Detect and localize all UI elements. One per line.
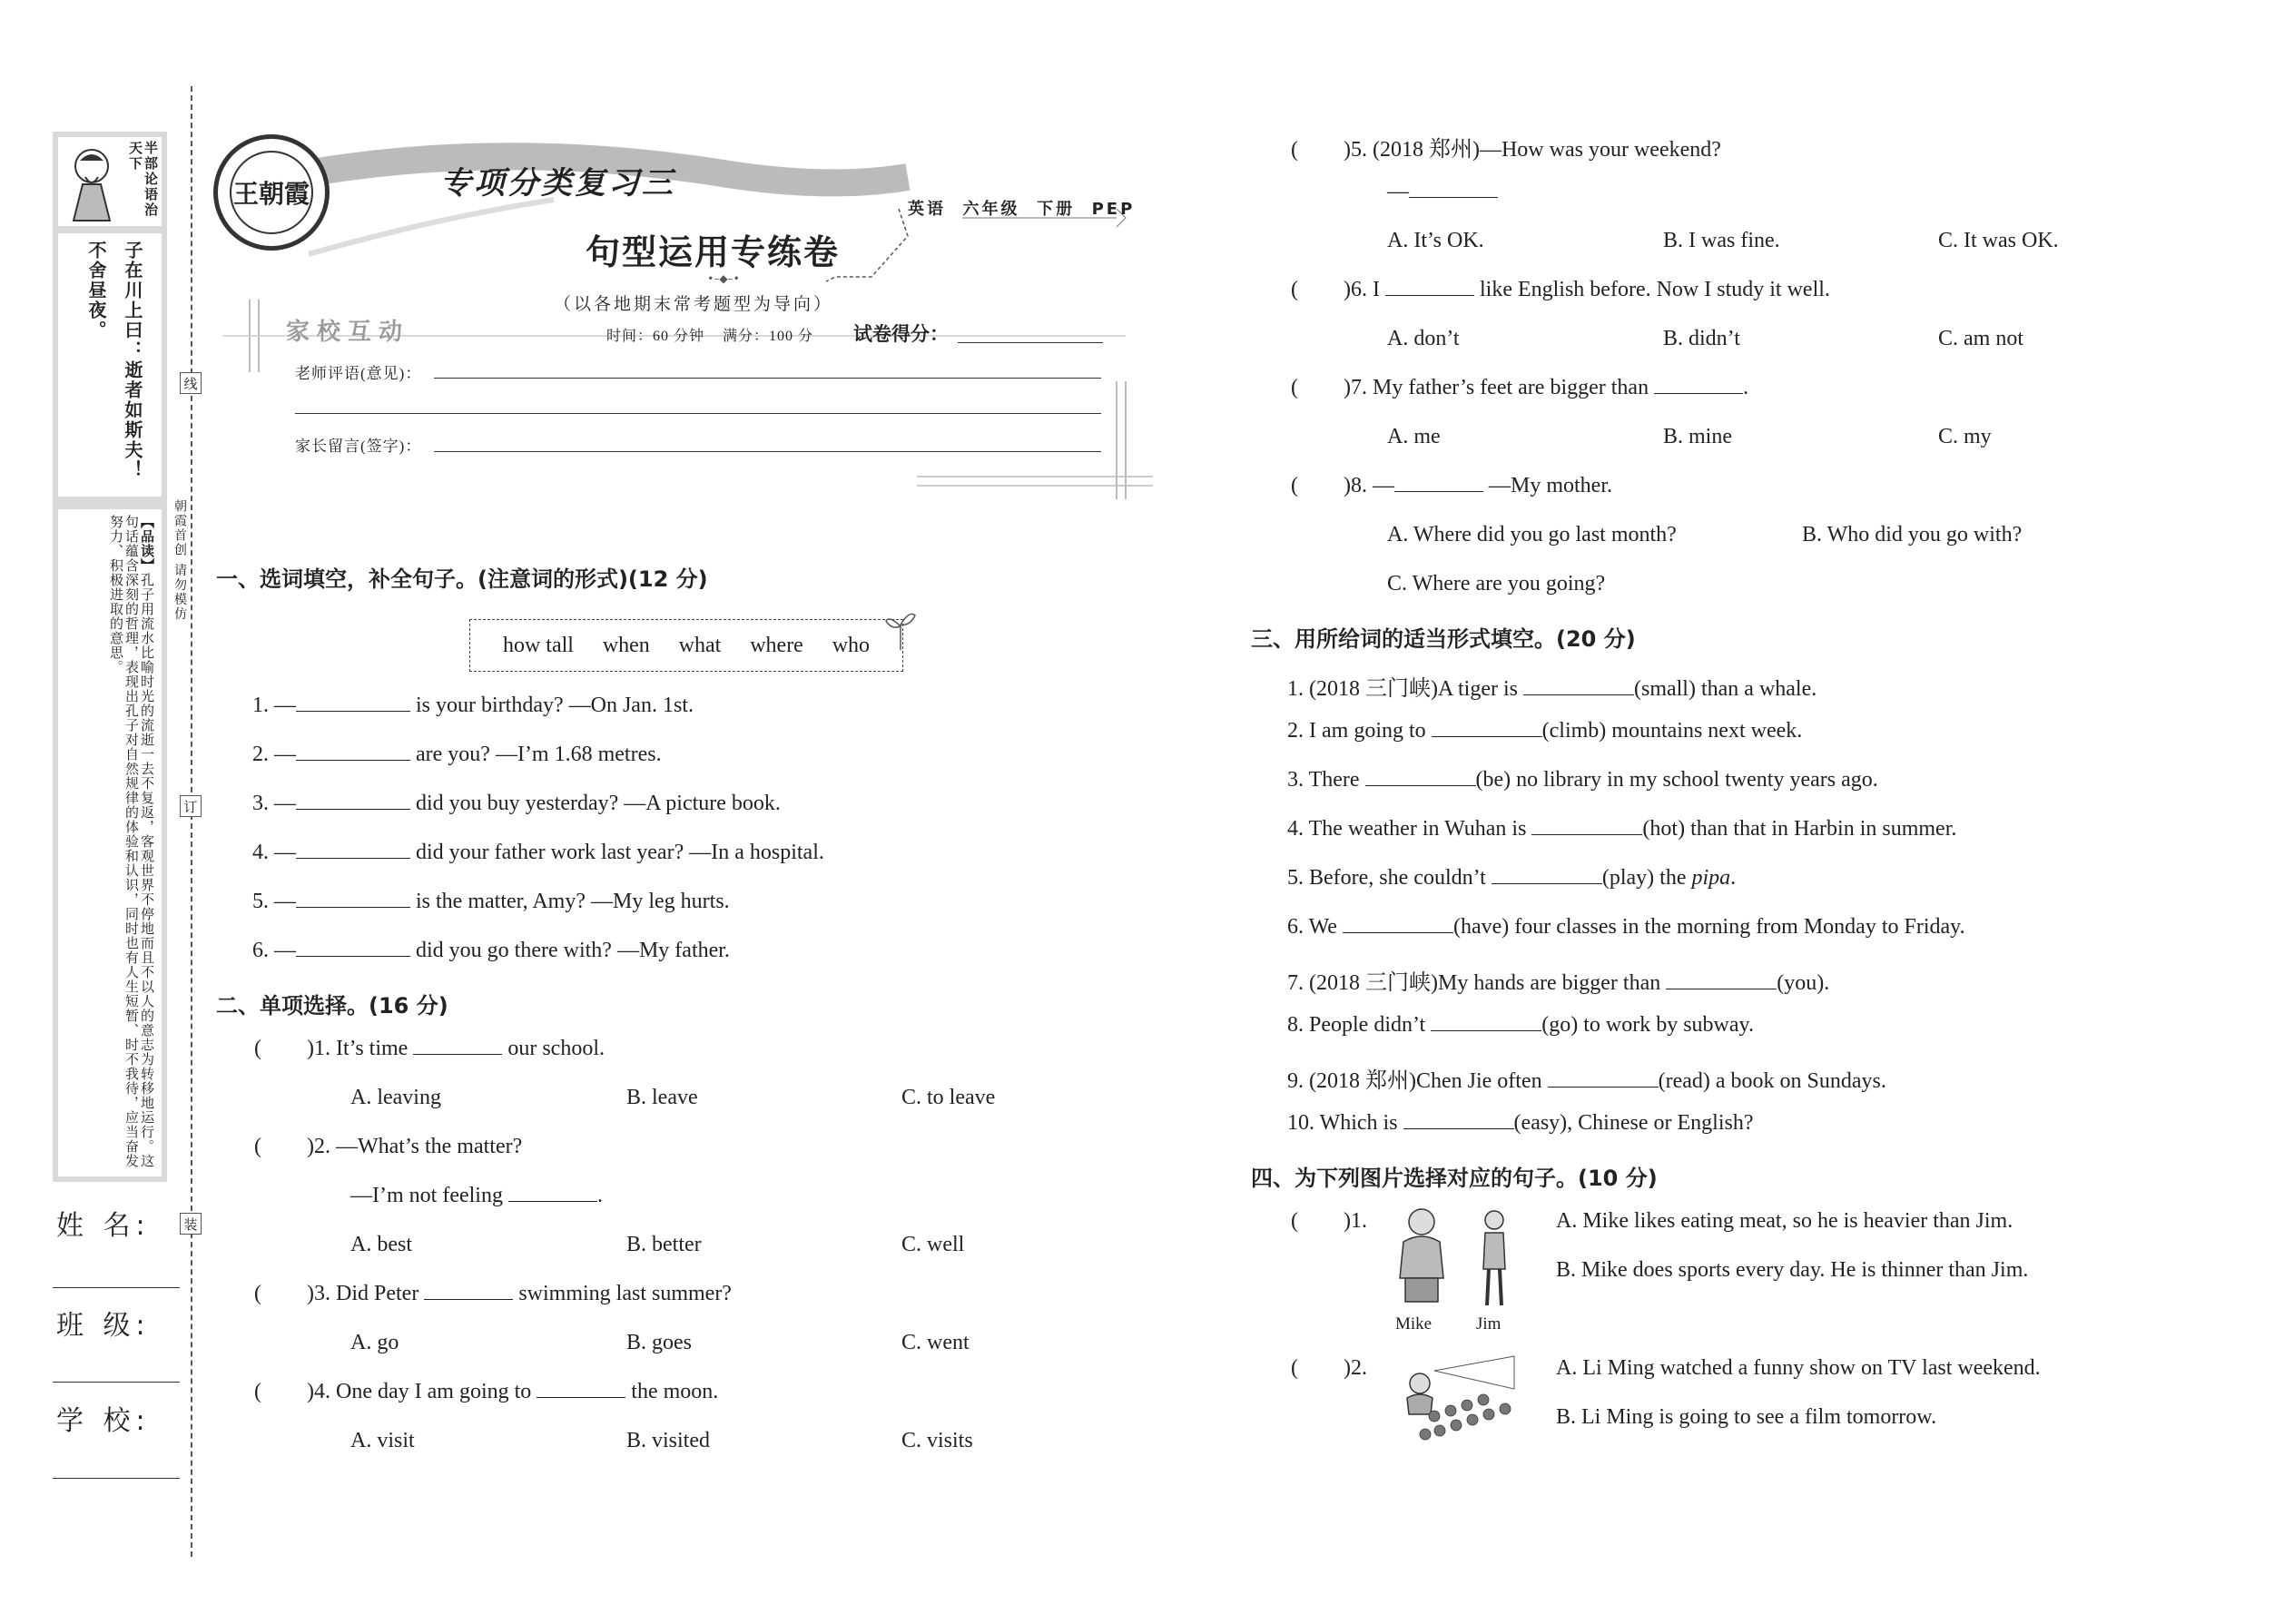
- word-bank-item: when: [602, 633, 650, 657]
- question-text: did you go there with? —My father.: [410, 939, 730, 962]
- mike-jim-picture: [1387, 1206, 1523, 1310]
- option-b[interactable]: B. better: [626, 1233, 702, 1256]
- question-text: (go) to work by subway.: [1541, 1013, 1754, 1037]
- option-a[interactable]: A. me: [1387, 425, 1441, 448]
- s1-question-4: [252, 841, 824, 865]
- fill-question-8: [1287, 1013, 1754, 1038]
- caption-mike: Mike: [1395, 1314, 1433, 1334]
- option-c[interactable]: C. Where are you going?: [1387, 572, 1606, 595]
- sprout-icon: [882, 606, 919, 652]
- answer-blank[interactable]: [296, 760, 410, 761]
- sidebar-reading-box: [58, 509, 162, 1176]
- question-text: 4. The weather in Wuhan is: [1287, 817, 1532, 841]
- section4-title: 四、为下列图片选择对应的句子。(10 分): [1251, 1166, 1658, 1191]
- cut-line: [191, 86, 192, 1557]
- section3-title: 三、用所给词的适当形式填空。(20 分): [1251, 626, 1636, 652]
- fill-question-5: [1287, 866, 1736, 891]
- question-text: the moon.: [625, 1380, 719, 1403]
- fill-question-9: [1287, 1062, 1886, 1094]
- title-ornament: •–◆–•: [707, 272, 740, 285]
- parent-comment-label: 家长留言(签字)：: [295, 438, 422, 455]
- word-bank-item: how tall: [502, 633, 574, 657]
- question-text: —My mother.: [1483, 474, 1612, 497]
- mc-question-5-line2: [1387, 180, 1498, 204]
- option-c[interactable]: C. visits: [901, 1429, 973, 1452]
- answer-blank[interactable]: [1403, 1128, 1514, 1129]
- reading-label: 【品读】: [139, 515, 155, 573]
- score-label: 试卷得分：: [853, 323, 949, 345]
- option-b[interactable]: B. mine: [1663, 425, 1732, 448]
- question-text: are you? —I’m 1.68 metres.: [410, 743, 662, 766]
- mc-question-7: ( )7. My father’s feet are bigger than .: [1291, 376, 1749, 399]
- question-text: (read) a book on Sundays.: [1658, 1069, 1886, 1093]
- answer-blank: [1385, 295, 1474, 296]
- answer-blank[interactable]: [1432, 736, 1542, 737]
- question-text: )2. —What’s the matter?: [307, 1135, 523, 1158]
- question-text: .: [1743, 376, 1749, 399]
- option-a[interactable]: A. don’t: [1387, 327, 1460, 350]
- question-text: like English before. Now I study it well.: [1473, 278, 1830, 301]
- series-title: 专项分类复习三: [440, 165, 675, 202]
- sidebar-top-title: 半部论语治天下: [127, 141, 159, 218]
- answer-blank: [1394, 491, 1483, 492]
- paper-subtitle: （以各地期末常考题型为导向）: [554, 295, 834, 314]
- question-number: 4. —: [252, 841, 296, 864]
- school-line[interactable]: [53, 1478, 180, 1479]
- question-text: (you).: [1777, 971, 1830, 995]
- score-field[interactable]: [958, 342, 1103, 343]
- question-text: is your birthday? —On Jan. 1st.: [410, 694, 694, 717]
- question-number: 1. —: [252, 694, 296, 717]
- option-b[interactable]: B. goes: [626, 1331, 692, 1354]
- option-b[interactable]: B. I was fine.: [1663, 229, 1780, 252]
- fill-question-3: [1287, 768, 1878, 792]
- question-number: )2.: [1344, 1356, 1367, 1380]
- caption-jim: Jim: [1476, 1314, 1501, 1334]
- question-text: 3. There: [1287, 768, 1365, 792]
- question-text: .: [1730, 866, 1737, 890]
- class-field: [56, 1303, 151, 1343]
- question-text: )8. —: [1344, 474, 1394, 497]
- option-c[interactable]: C. well: [901, 1233, 965, 1256]
- word-bank-item: where: [750, 633, 803, 657]
- home-school-label: 家校互动: [286, 319, 410, 346]
- class-line[interactable]: [53, 1382, 180, 1383]
- teacher-comment-line[interactable]: [434, 378, 1101, 379]
- question-number: 6. —: [252, 939, 296, 962]
- answer-blank[interactable]: [1531, 834, 1642, 835]
- question-text: )5. (2018 郑州)—How was your weekend?: [1344, 138, 1721, 162]
- question-text: swimming last summer?: [513, 1282, 732, 1305]
- answer-blank: [508, 1201, 597, 1202]
- question-text: )1. It’s time: [307, 1037, 414, 1060]
- question-text: is the matter, Amy? —My leg hurts.: [410, 890, 730, 913]
- name-label: 姓 名:: [56, 1210, 151, 1242]
- question-text: —I’m not feeling: [350, 1184, 508, 1207]
- question-text: —: [1387, 180, 1409, 203]
- section1-title: 一、选词填空，补全句子。(注意词的形式)(12 分): [216, 566, 708, 592]
- question-number: )1.: [1344, 1209, 1367, 1233]
- option-a[interactable]: A. It’s OK.: [1387, 229, 1484, 252]
- option-a[interactable]: A. leaving: [350, 1086, 441, 1109]
- sidebar-quote-box: [58, 233, 162, 497]
- sidebar-reading: [108, 515, 154, 1168]
- mc-question-1: ( )1. It’s time our school.: [254, 1037, 605, 1060]
- question-number: 5. —: [252, 890, 296, 913]
- option-a[interactable]: A. best: [350, 1233, 412, 1256]
- s1-question-6: [252, 939, 730, 963]
- answer-blank[interactable]: [1548, 1087, 1659, 1088]
- question-text: 7. (2018 三门峡)My hands are bigger than: [1287, 971, 1667, 995]
- question-text: did you buy yesterday? —A picture book.: [410, 792, 781, 815]
- question-number: 3. —: [252, 792, 296, 815]
- answer-blank[interactable]: [1431, 1030, 1541, 1031]
- sidebar-panel: [53, 132, 167, 1182]
- answer-blank[interactable]: [296, 858, 410, 859]
- cut-mark-order: 订: [180, 795, 202, 817]
- word-bank-item: what: [678, 633, 722, 657]
- option-a[interactable]: A. go: [350, 1331, 399, 1354]
- option-c[interactable]: C. went: [901, 1331, 970, 1354]
- question-text: 5. Before, she couldn’t: [1287, 866, 1492, 890]
- answer-blank: [413, 1054, 502, 1055]
- answer-blank: [1409, 197, 1498, 198]
- question-text: )7. My father’s feet are bigger than: [1344, 376, 1655, 399]
- option-b[interactable]: B. visited: [626, 1429, 711, 1452]
- fill-question-2: [1287, 719, 1802, 743]
- option-a[interactable]: A. Mike likes eating meat, so he is heavier than Jim.: [1556, 1209, 2013, 1233]
- word-bank: [469, 619, 903, 672]
- cut-mark-line: 线: [180, 372, 202, 394]
- question-text: 9. (2018 郑州)Chen Jie often: [1287, 1069, 1548, 1093]
- mc-question-3: ( )3. Did Peter swimming last summer?: [254, 1282, 732, 1305]
- question-text: 1. (2018 三门峡)A tiger is: [1287, 677, 1523, 701]
- question-text: (climb) mountains next week.: [1541, 719, 1803, 743]
- option-b[interactable]: B. Mike does sports every day. He is thinner than Jim.: [1556, 1258, 2029, 1282]
- fill-question-1: [1287, 670, 1816, 702]
- mc-question-8: ( )8. — —My mother.: [1291, 474, 1612, 497]
- confucius-figure-icon: [60, 141, 123, 222]
- answer-blank[interactable]: [296, 956, 410, 957]
- school-field: [56, 1398, 151, 1438]
- question-text: 2. I am going to: [1287, 719, 1432, 743]
- question-text: 10. Which is: [1287, 1111, 1403, 1135]
- option-c[interactable]: C. to leave: [901, 1086, 996, 1109]
- teacher-comment-label: 老师评语(意见)：: [295, 365, 422, 382]
- picture-question-2: ( )2.: [1291, 1356, 1367, 1380]
- question-text: )6. I: [1344, 278, 1385, 301]
- answer-blank[interactable]: [296, 809, 410, 810]
- option-a[interactable]: A. visit: [350, 1429, 415, 1452]
- fill-question-6: [1287, 915, 1965, 940]
- cut-mark-bind: 装: [180, 1213, 202, 1235]
- reading-text: 孔子用流水比喻时光的流逝一去不复返，客观世界不停地而且不以人的意志为转移地运行。这句话蕴含深刻的哲理，表现出孔子对自然规律的体验和认识，同时也有人生短暂、时不我待，应当奋发努力、积极进取的意思。: [108, 515, 155, 1168]
- option-b[interactable]: B. Li Ming is going to see a film tomorrow.: [1556, 1405, 1937, 1429]
- question-text-italic: pipa: [1691, 866, 1731, 890]
- s1-question-2: [252, 743, 662, 767]
- fill-question-10: [1287, 1111, 1753, 1136]
- question-text: (easy), Chinese or English?: [1513, 1111, 1754, 1135]
- copyright-note: 朝霞首创 请勿模仿: [172, 499, 187, 622]
- picture-question-1: ( )1.: [1291, 1209, 1367, 1233]
- teacher-comment-line-2[interactable]: [295, 413, 1101, 414]
- s1-question-3: [252, 792, 781, 816]
- fill-question-4: [1287, 817, 1956, 842]
- answer-blank: [1654, 393, 1743, 394]
- answer-blank[interactable]: [1343, 932, 1453, 933]
- school-label: 学 校:: [56, 1405, 151, 1437]
- question-text: (be) no library in my school twenty years ago.: [1475, 768, 1878, 792]
- brand-logo-text: 王朝霞: [230, 151, 313, 234]
- question-text: )3. Did Peter: [307, 1282, 425, 1305]
- parent-comment-line[interactable]: [434, 451, 1101, 452]
- mc-question-6: ( )6. I like English before. Now I study it well.: [1291, 278, 1830, 301]
- paper-title: 句型运用专练卷: [586, 232, 841, 272]
- mc-question-2: ( )2. —What’s the matter?: [254, 1135, 523, 1158]
- name-field: [56, 1203, 151, 1243]
- question-text: 8. People didn’t: [1287, 1013, 1432, 1037]
- fill-question-7: [1287, 964, 1829, 996]
- question-number: 2. —: [252, 743, 296, 766]
- answer-blank[interactable]: [296, 907, 410, 908]
- option-c[interactable]: C. It was OK.: [1938, 229, 2059, 252]
- brand-logo: [213, 134, 330, 251]
- option-a[interactable]: A. Li Ming watched a funny show on TV last weekend.: [1556, 1356, 2041, 1380]
- option-b[interactable]: B. Who did you go with?: [1802, 523, 2023, 546]
- question-text: our school.: [502, 1037, 605, 1060]
- option-b[interactable]: B. leave: [626, 1086, 698, 1109]
- option-c[interactable]: C. my: [1938, 425, 1992, 448]
- word-bank-item: who: [832, 633, 871, 657]
- sidebar-quote: 子在川上曰：逝者如斯夫！不舍昼夜。: [85, 241, 143, 480]
- answer-blank[interactable]: [1523, 694, 1634, 695]
- s1-question-5: [252, 890, 730, 914]
- mc-question-5: ( )5. (2018 郑州)—How was your weekend?: [1291, 138, 1721, 162]
- cinema-picture: [1398, 1353, 1516, 1443]
- answer-blank[interactable]: [1365, 785, 1476, 786]
- option-c[interactable]: C. am not: [1938, 327, 2023, 350]
- section2-title: 二、单项选择。(16 分): [216, 993, 448, 1019]
- time-info: 时间：60 分钟 满分：100 分: [606, 329, 814, 344]
- question-text: .: [596, 1184, 603, 1207]
- question-text: )4. One day I am going to: [307, 1380, 537, 1403]
- question-text: 6. We: [1287, 915, 1343, 939]
- option-a[interactable]: A. Where did you go last month?: [1387, 523, 1677, 546]
- mc-question-4: ( )4. One day I am going to the moon.: [254, 1380, 719, 1403]
- question-text: (hot) than that in Harbin in summer.: [1642, 817, 1957, 841]
- sidebar-header: [58, 137, 162, 226]
- book-meta: 英语 六年级 下册 PEP: [908, 200, 1136, 219]
- question-text: did your father work last year? —In a hospital.: [410, 841, 824, 864]
- question-text: (small) than a whale.: [1633, 677, 1817, 701]
- question-text: (have) four classes in the morning from Monday to Friday.: [1452, 915, 1965, 939]
- question-text: (play) the: [1601, 866, 1692, 890]
- mc-question-2-line2: [350, 1184, 603, 1208]
- answer-blank[interactable]: [296, 711, 410, 712]
- answer-blank[interactable]: [1492, 883, 1602, 884]
- class-label: 班 级:: [56, 1310, 151, 1342]
- s1-question-1: [252, 694, 694, 718]
- option-b[interactable]: B. didn’t: [1663, 327, 1740, 350]
- answer-blank: [424, 1299, 513, 1300]
- name-line[interactable]: [53, 1287, 180, 1288]
- answer-blank: [537, 1397, 625, 1398]
